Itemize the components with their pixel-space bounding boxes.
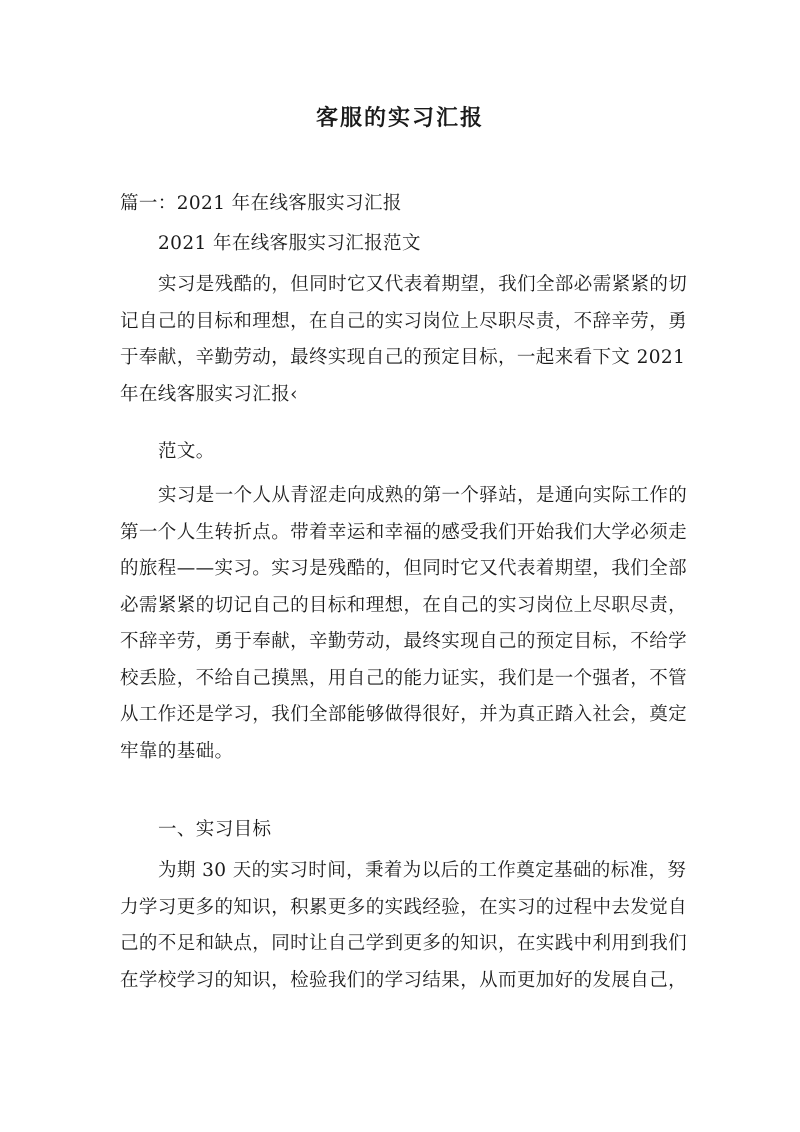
goal-paragraph bbox=[120, 853, 688, 999]
intro-line: 实习是残酷的，但同时它又代表着期望，我们全部必需紧紧的切 bbox=[158, 274, 688, 295]
intro-paragraph bbox=[120, 267, 688, 413]
document-title: 客服的实习汇报 bbox=[315, 105, 484, 131]
body-line: 牢靠的基础。 bbox=[120, 740, 234, 762]
fanwen-text: 范文。 bbox=[158, 441, 215, 462]
intro-line: 年在线客服实习汇报‹ bbox=[120, 383, 298, 405]
body-line: 的旅程——实习。实习是残酷的，但同时它又代表着期望，我们全部 bbox=[120, 558, 688, 579]
intro-line: 记自己的目标和理想，在自己的实习岗位上尽职尽责，不辞辛劳，勇 bbox=[120, 310, 688, 332]
goal-heading bbox=[120, 812, 680, 849]
goal-line: 为期 30 天的实习时间，秉着为以后的工作奠定基础的标准，努 bbox=[158, 860, 687, 881]
body-line: 实习是一个人从青涩走向成熟的第一个驿站，是通向实际工作的 bbox=[158, 485, 688, 506]
body-line: 校丢脸，不给自己摸黑，用自己的能力证实，我们是一个强者，不管 bbox=[120, 667, 688, 689]
body-line: 从工作还是学习，我们全部能够做得很好，并为真正踏入社会，奠定 bbox=[120, 704, 688, 725]
goal-line: 己的不足和缺点，同时让自己学到更多的知识，在实践中利用到我们 bbox=[120, 933, 688, 954]
goal-line: 力学习更多的知识，积累更多的实践经验，在实习的过程中去发觉自 bbox=[120, 896, 688, 918]
sample-title-text: 2021 年在线客服实习汇报范文 bbox=[158, 233, 421, 254]
body-line: 第一个人生转折点。带着幸运和幸福的感受我们开始我们大学必须走 bbox=[120, 521, 688, 543]
body-paragraph bbox=[120, 478, 688, 770]
fanwen-line bbox=[120, 434, 680, 471]
goal-line: 在学校学习的知识，检验我们的学习结果，从而更加好的发展自己， bbox=[120, 969, 688, 991]
sample-title bbox=[120, 226, 680, 263]
body-line: 不辞辛劳，勇于奉献，辛勤劳动，最终实现自己的预定目标，不给学 bbox=[120, 631, 688, 652]
goal-heading-text: 一、实习目标 bbox=[158, 819, 272, 840]
part-heading bbox=[120, 186, 680, 223]
intro-line: 于奉献，辛勤劳动，最终实现自己的预定目标，一起来看下文 2021 bbox=[120, 347, 686, 368]
part-heading-text: 篇一：2021 年在线客服实习汇报 bbox=[120, 193, 402, 214]
body-line: 必需紧紧的切记自己的目标和理想，在自己的实习岗位上尽职尽责， bbox=[120, 594, 688, 616]
